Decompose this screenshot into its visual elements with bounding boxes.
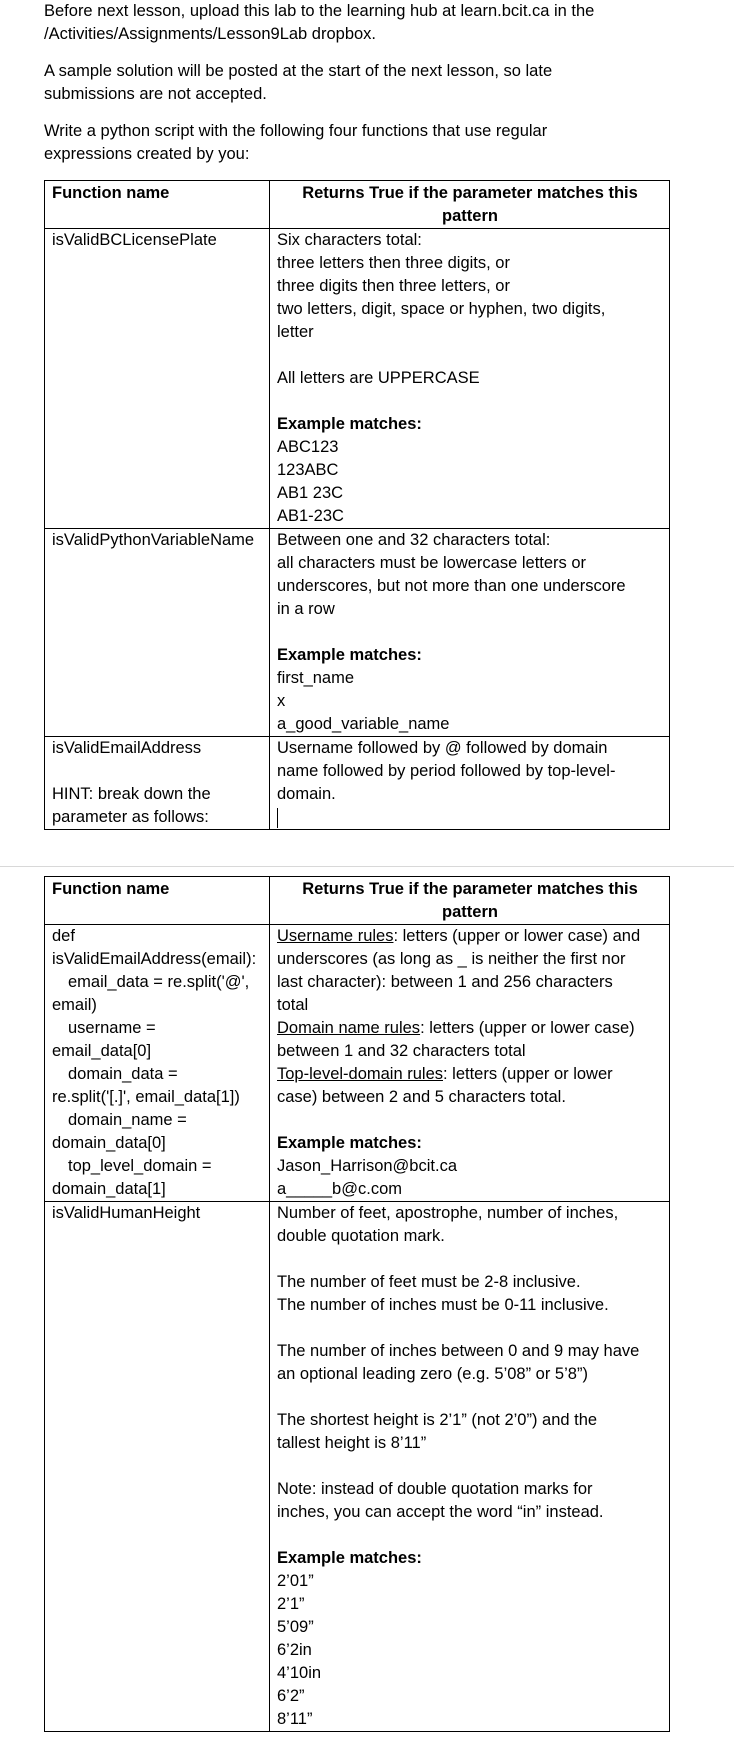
document-page-1 [0, 0, 734, 866]
uppercase-note: All letters are UPPERCASE [277, 369, 480, 387]
example-match: x [277, 692, 286, 710]
examples-label: Example matches: [277, 1549, 422, 1567]
example-match: first_name [277, 669, 355, 687]
example-match: 2’01” [277, 1572, 314, 1590]
examples-label: Example matches: [277, 646, 422, 664]
example-match: a_good_variable_name [277, 715, 450, 733]
pattern-variable-name: Between one and 32 characters total: all characters must be lowercase letters or underscores, but not more than one underscore in a row Example matches: first_name x a_good_variable_name [270, 529, 670, 737]
example-match: 123ABC [277, 461, 339, 479]
email-code-snippet: def isValidEmailAddress(email): email_data = re.split('@', email) username = email_data[0] domain_data = re.split('[.]', email_data[1]) domain_name = domain_data[0] top_level_domain = domain_data[1] [45, 925, 270, 1202]
header-returns-true: Returns True if the parameter matches this pattern [270, 181, 670, 229]
function-name-email: isValidEmailAddress HINT: break down the parameter as follows: [45, 737, 270, 830]
example-match: 8’11” [277, 1710, 313, 1728]
example-match: a_____b@c.com [277, 1180, 402, 1198]
example-match: 5’09” [277, 1618, 314, 1636]
example-match: 6’2in [277, 1641, 312, 1659]
examples-label: Example matches: [277, 1134, 422, 1152]
example-match: Jason_Harrison@bcit.ca [277, 1157, 457, 1175]
function-name-human-height: isValidHumanHeight [45, 1202, 270, 1732]
example-match: AB1 23C [277, 484, 344, 502]
example-match: 2’1” [277, 1595, 305, 1613]
pattern-email: Username followed by @ followed by domain name followed by period followed by top-level- domain. [270, 737, 670, 830]
example-match: AB1-23C [277, 507, 344, 525]
table-header-row [45, 181, 670, 229]
function-name-variable-name: isValidPythonVariableName [45, 529, 270, 737]
example-match: ABC123 [277, 438, 339, 456]
table-row [45, 737, 670, 830]
tld-rules-label: Top-level-domain rules [277, 1065, 443, 1083]
pattern-human-height: Number of feet, apostrophe, number of inches, double quotation mark. The number of feet must be 2-8 inclusive. The number of inches must be 0-11 inclusive. The number of inches between 0 and 9 may have an optional leading zero (e.g. 5’08” or 5’8”) The shortest height is 2’1” (not 2’0”) and the tallest height is 8’11” Note: instead of double quotation marks for inches, you can accept the word “in” instead. Example matches: 2’01” 2’1” 5’09” 6’2in 4’10in 6’2” 8’11” [270, 1202, 670, 1732]
hint-text: HINT: break down the [52, 785, 211, 803]
header-function-name: Function name [45, 877, 270, 925]
table-row [45, 1202, 670, 1732]
table-header-row [45, 877, 670, 925]
task-description: Write a python script with the following four functions that use regular expressions created by you: [44, 122, 548, 163]
document-page-2 [0, 868, 734, 1744]
header-returns-true: Returns True if the parameter matches this pattern [270, 877, 670, 925]
table-row [45, 925, 670, 1202]
text-cursor [277, 808, 278, 828]
table-row [45, 229, 670, 529]
late-policy: A sample solution will be posted at the start of the next lesson, so late submissions are not accepted. [44, 62, 553, 103]
functions-table-1 [44, 180, 670, 830]
functions-table-2 [44, 876, 670, 1732]
upload-instructions: Before next lesson, upload this lab to the learning hub at learn.bcit.ca in the /Activities/Assignments/Lesson9Lab dropbox. [44, 2, 595, 43]
domain-rules-label: Domain name rules [277, 1019, 421, 1037]
example-match: 6’2” [277, 1687, 305, 1705]
pattern-license-plate: Six characters total: three letters then three digits, or three digits then three letters, or two letters, digit, space or hyphen, two digits, letter All letters are UPPERCASE Example matches: ABC123 123ABC AB1 23C AB1-23C [270, 229, 670, 529]
username-rules-label: Username rules [277, 927, 394, 945]
pattern-email-rules: Username rules: letters (upper or lower case) and underscores (as long as _ is neither the first nor last character): between 1 and 256 characters total Domain name rules: letters (upper or lower case) between 1 and 32 characters total Top-level-domain rules: letters (upper or lower case) between 2 and 5 characters total. Example matches: Jason_Harrison@bcit.ca a_____b@c.com [270, 925, 670, 1202]
example-match: 4’10in [277, 1664, 322, 1682]
header-function-name: Function name [45, 181, 270, 229]
examples-label: Example matches: [277, 415, 422, 433]
function-name-license-plate: isValidBCLicensePlate [45, 229, 270, 529]
table-row [45, 529, 670, 737]
